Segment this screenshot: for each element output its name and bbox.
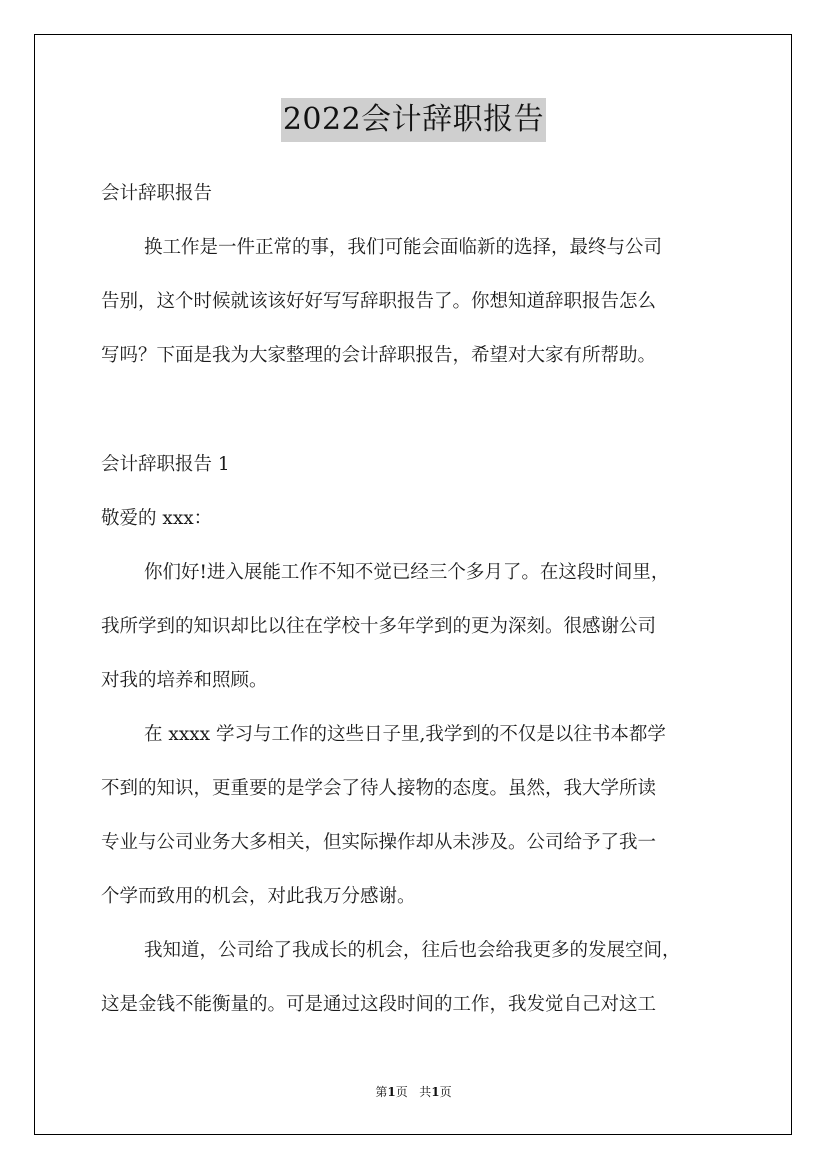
page-number: 1 <box>387 1085 396 1099</box>
page-prefix: 第 <box>375 1085 388 1099</box>
total-suffix: 页 <box>439 1085 452 1099</box>
body-line: 你们好!进入展能工作不知不觉已经三个多月了。在这段时间里， <box>144 562 670 583</box>
intro-line: 告别，这个时候就该该好好写写辞职报告了。你想知道辞职报告怎么 <box>101 291 657 312</box>
body-line: 我知道，公司给了我成长的机会，往后也会给我更多的发展空间， <box>144 940 681 961</box>
body-line: 个学而致用的机会，对此我万分感谢。 <box>101 886 416 907</box>
body-line: 在 xxxx 学习与工作的这些日子里,我学到的不仅是以往书本都学 <box>144 724 666 745</box>
body-line: 对我的培养和照顾。 <box>101 670 268 691</box>
intro-line: 换工作是一件正常的事，我们可能会面临新的选择，最终与公司 <box>144 237 663 258</box>
intro-line: 写吗？下面是我为大家整理的会计辞职报告，希望对大家有所帮助。 <box>101 345 657 366</box>
total-prefix: 共 <box>419 1085 432 1099</box>
salutation: 敬爱的 xxx： <box>101 508 213 529</box>
body-line: 专业与公司业务大多相关，但实际操作却从未涉及。公司给予了我一 <box>101 832 657 853</box>
title-container <box>0 98 827 142</box>
body-line: 这是金钱不能衡量的。可是通过这段时间的工作，我发觉自己对这工 <box>101 994 657 1015</box>
document-subtitle: 会计辞职报告 <box>101 183 213 204</box>
total-pages: 1 <box>431 1085 440 1099</box>
document-title: 2022会计辞职报告 <box>281 98 546 142</box>
body-line: 我所学到的知识却比以往在学校十多年学到的更为深刻。很感谢公司 <box>101 616 657 637</box>
section-heading: 会计辞职报告 1 <box>101 454 230 475</box>
page-footer <box>0 1084 827 1100</box>
page-suffix: 页 <box>395 1085 408 1099</box>
body-line: 不到的知识，更重要的是学会了待人接物的态度。虽然，我大学所读 <box>101 778 657 799</box>
